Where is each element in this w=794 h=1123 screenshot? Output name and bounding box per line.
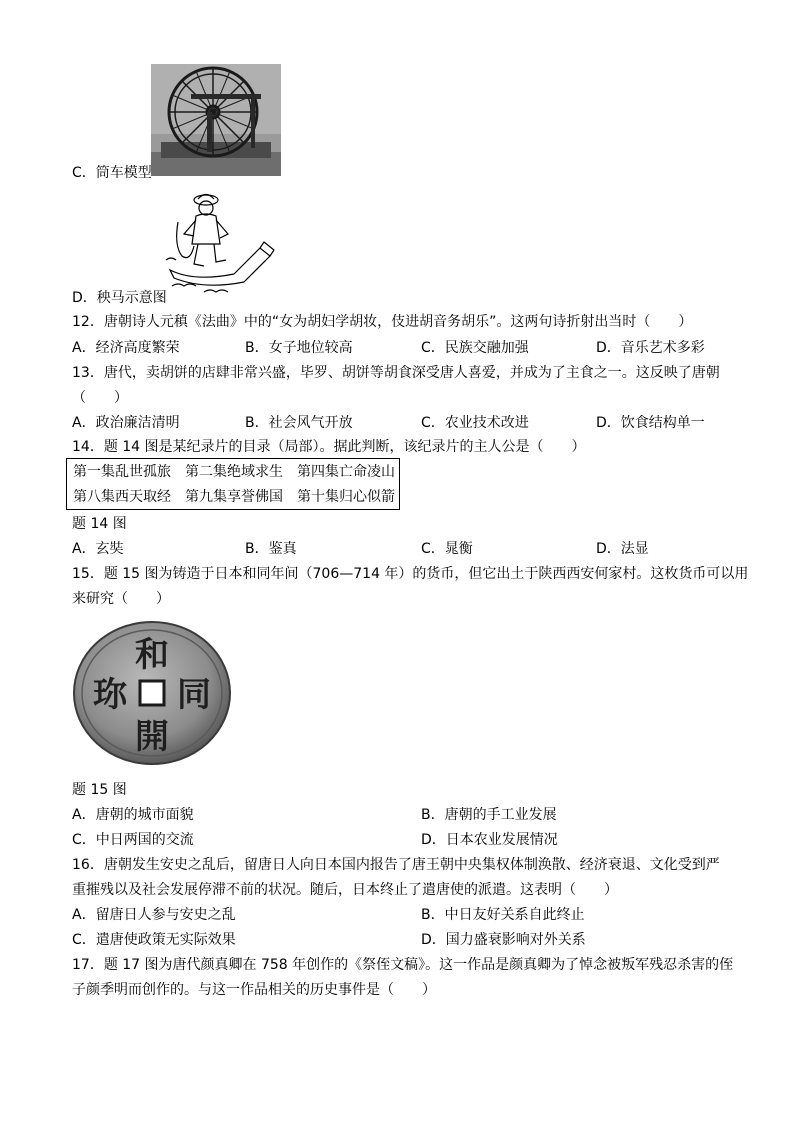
question-17-stem-cont: 子颜季明而创作的。与这一作品相关的历史事件是（ ） [72,982,436,998]
question-14-option-d: D．法显 [596,541,649,557]
question-15-stem-cont: 来研究（ ） [72,591,170,607]
question-17-stem: 17．题 17 图为唐代颜真卿在 758 年创作的《祭侄文稿》。这一作品是颜真卿为了悼念被叛军残忍杀害的侄 [72,957,734,973]
question-15-option-b: B．唐朝的手工业发展 [421,807,557,823]
option-c-label: C．筒车模型 [72,165,152,181]
coin-char-bottom: 開 [135,717,169,757]
water-wheel-model-image [151,64,281,176]
question-13-option-a: A．政治廉洁清明 [72,415,180,431]
question-16-option-a: A．留唐日人参与安史之乱 [72,907,236,923]
question-13-stem-cont: （ ） [72,390,128,406]
documentary-contents-table [66,458,400,510]
question-14-stem: 14．题 14 图是某纪录片的目录（局部）。据此判断，该纪录片的主人公是（ ） [72,439,586,455]
wadokaichin-coin-image [72,620,232,766]
question-12-option-c: C．民族交融加强 [421,340,529,356]
yangma-illustration [164,186,276,298]
question-15-option-c: C．中日两国的交流 [72,832,194,848]
question-12-option-a: A．经济高度繁荣 [72,340,180,356]
question-16-option-d: D．国力盛衰影响对外关系 [421,932,586,948]
question-16-option-c: C．遣唐使政策无实际效果 [72,932,236,948]
question-12-option-d: D．音乐艺术多彩 [596,340,705,356]
question-16-option-b: B．中日友好关系自此终止 [421,907,585,923]
figure-14-caption: 题 14 图 [72,516,127,532]
figure-15-caption: 题 15 图 [72,782,127,798]
question-16-stem: 16．唐朝发生安史之乱后，留唐日人向日本国内报告了唐王朝中央集权体制涣散、经济衰退、文化受到严 [72,857,720,873]
question-12-option-b: B．女子地位较高 [245,340,353,356]
table-row: 第八集西天取经 第九集享誉佛国 第十集归心似箭 [73,489,395,505]
question-13-option-b: B．社会风气开放 [245,415,353,431]
question-14-option-c: C．晁衡 [421,541,473,557]
question-14-option-a: A．玄奘 [72,541,124,557]
question-14-option-b: B．鉴真 [245,541,297,557]
option-d-label: D．秧马示意图 [72,290,167,306]
question-13-option-d: D．饮食结构单一 [596,415,705,431]
question-13-stem: 13．唐代，卖胡饼的店肆非常兴盛，毕罗、胡饼等胡食深受唐人喜爱，并成为了主食之一。这反映了唐朝 [72,365,720,381]
question-16-stem-cont: 重摧残以及社会发展停滞不前的状况。随后，日本终止了遣唐使的派遣。这表明（ ） [72,882,618,898]
coin-char-top: 和 [135,635,169,675]
question-15-option-a: A．唐朝的城市面貌 [72,807,194,823]
table-row: 第一集乱世孤旅 第二集绝域求生 第四集亡命凌山 [73,464,395,480]
coin-char-left: 珎 [93,675,127,715]
question-13-option-c: C．农业技术改进 [421,415,529,431]
question-15-stem: 15．题 15 图为铸造于日本和同年间（706—714 年）的货币，但它出土于陕西西安何家村。这枚货币可以用 [72,566,749,582]
coin-char-right: 同 [177,675,211,715]
question-15-option-d: D．日本农业发展情况 [421,832,558,848]
question-12-stem: 12．唐朝诗人元稹《法曲》中的“女为胡妇学胡妆，伎进胡音务胡乐”。这两句诗折射出当时（ ） [72,314,693,330]
